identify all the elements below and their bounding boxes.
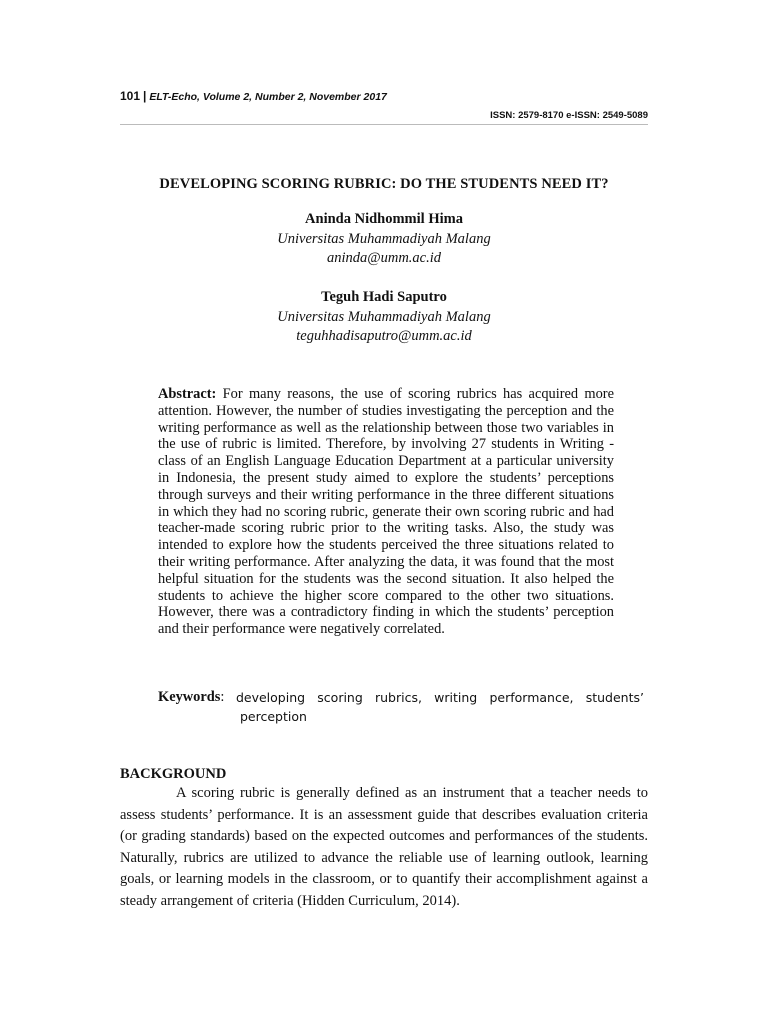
keywords-list: developing scoring rubrics, writing performance, students’ xyxy=(235,690,644,705)
section-heading-background: BACKGROUND xyxy=(120,766,227,782)
author-name: Aninda Nidhommil Hima xyxy=(305,211,463,227)
abstract-label: Abstract: xyxy=(158,386,217,402)
author-email: teguhhadisaputro@umm.ac.id xyxy=(296,328,472,344)
journal-citation: ELT-Echo, Volume 2, Number 2, November 2017 xyxy=(149,91,387,103)
page-number: 101 xyxy=(120,89,141,103)
author-email: aninda@umm.ac.id xyxy=(326,250,442,266)
header-rule xyxy=(120,124,648,125)
author-name: Teguh Hadi Saputro xyxy=(321,289,447,305)
author-affiliation: Universitas Muhammadiyah Malang xyxy=(277,230,491,247)
keywords-colon: : xyxy=(220,689,225,705)
issn-line: ISSN: 2579-8170 e-ISSN: 2549-5089 xyxy=(490,110,648,121)
keywords-list-continued: perception xyxy=(240,709,307,724)
author-block-1 xyxy=(0,210,768,269)
article-title: DEVELOPING SCORING RUBRIC: DO THE STUDENTS NEED IT? xyxy=(159,176,609,192)
header-separator: | xyxy=(143,89,147,103)
author-block-2 xyxy=(0,288,768,347)
keywords-label: Keywords xyxy=(158,689,221,705)
abstract xyxy=(158,386,614,638)
author-affiliation: Universitas Muhammadiyah Malang xyxy=(277,308,491,325)
keywords xyxy=(158,688,646,726)
background-paragraph: A scoring rubric is generally defined as an instrument that a teacher needs to assess students’ performance. It is an assessment guide that describes evaluation criteria (or grading standards) based on the expected outcomes and performances of the students. Naturally, rubrics are utilized to advance the reliable use of learning outlook, learning goals, or learning models in the classroom, or to quantify their accomplishment against a steady arrangement of criteria (Hidden Curriculum, 2014). xyxy=(120,785,648,909)
running-header xyxy=(120,89,387,103)
abstract-text: For many reasons, the use of scoring rubrics has acquired more attention. However, the number of studies investigating the perception and the writing performance as well as the relationship between those two variables in the use of rubric is limited. Therefore, by involving 27 students in Writing -class of an English Language Education Department at a particular university in Indonesia, the present study aimed to explore the students’ perceptions through surveys and their writing performance in the three different situations in which they had no scoring rubric, generate their own scoring rubric and had teacher-made scoring rubric prior to the writing tasks. Also, the study was intended to explore how the students perceived the three situations related to their writing performance. After analyzing the data, it was found that the most helpful situation for the students was the second situation. It also helped the students to achieve the higher score compared to the other two situations. However, there was a contradictory finding in which the students’ perception and their performance were negatively correlated. xyxy=(158,386,614,638)
